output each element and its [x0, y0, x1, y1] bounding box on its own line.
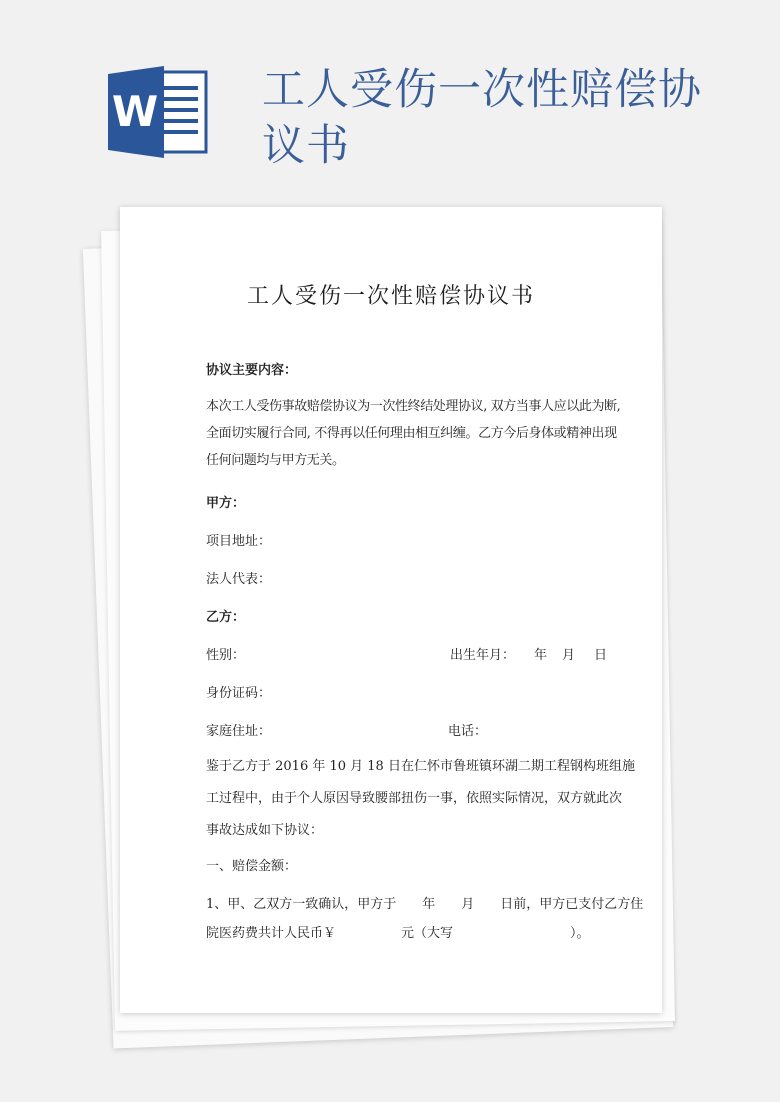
- body-line-3: 事故达成如下协议：: [206, 823, 324, 838]
- intro-line-3: 任何问题均与甲方无关。: [206, 453, 345, 468]
- project-address-label: 项目地址：: [206, 534, 272, 549]
- legal-rep-label: 法人代表：: [206, 572, 272, 587]
- body-line-2: 工过程中，由于个人原因导致腰部扭伤一事，依照实际情况，双方就此次: [206, 791, 623, 806]
- intro-line-1: 本次工人受伤事故赔偿协议为一次性终结处理协议, 双方当事人应以此为断,: [206, 399, 621, 414]
- party-a-label: 甲方：: [206, 496, 246, 511]
- word-doc-icon: [108, 66, 210, 158]
- body-line-1: 鉴于乙方于 2016 年 10 月 18 日在仁怀市鲁班镇环湖二期工程钢构班组施: [206, 759, 635, 774]
- gender-label: 性别：: [206, 648, 246, 663]
- home-address-label: 家庭住址：: [206, 724, 272, 739]
- id-number-label: 身份证码：: [206, 686, 272, 701]
- main-content-heading: 协议主要内容：: [206, 363, 298, 378]
- birth-year-label: 年: [534, 648, 548, 663]
- phone-label: 电话：: [448, 724, 488, 739]
- item-1-line-1: 1、甲、乙双方一致确认，甲方于 年 月 日前，甲方已支付乙方住: [206, 897, 644, 912]
- document-page: [120, 207, 662, 1013]
- birth-day-label: 日: [594, 648, 608, 663]
- intro-line-2: 全面切实履行合同, 不得再以任何理由相互纠缠。乙方今后身体或精神出现: [206, 426, 617, 441]
- birth-month-label: 月: [562, 648, 576, 663]
- section-1-heading: 一、赔偿金额：: [206, 859, 298, 874]
- party-b-label: 乙方：: [206, 610, 246, 625]
- document-title: 工人受伤一次性赔偿协议书: [246, 284, 535, 309]
- birth-label: 出生年月：: [450, 648, 516, 663]
- item-1-line-2: 院医药费共计人民币￥ 元（大写 ）。: [206, 926, 590, 941]
- header-title: 工人受伤一次性赔偿协议书: [262, 65, 702, 171]
- word-logo-letter: W: [111, 87, 159, 136]
